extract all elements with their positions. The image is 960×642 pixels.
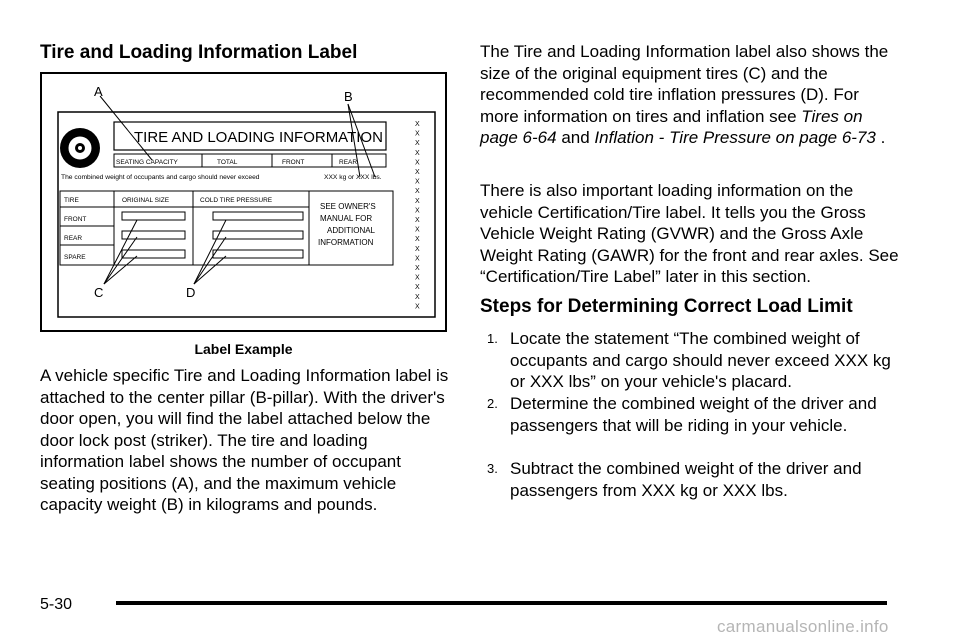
svg-text:COLD TIRE PRESSURE: COLD TIRE PRESSURE — [200, 197, 273, 204]
x-mark: X — [415, 265, 420, 272]
x-mark: X — [415, 197, 420, 205]
svg-text:MANUAL FOR: MANUAL FOR — [320, 214, 373, 223]
svg-text:INFORMATION: INFORMATION — [318, 238, 374, 247]
label-title-text: TIRE AND LOADING INFORMATION — [134, 129, 383, 146]
svg-text:ORIGINAL SIZE: ORIGINAL SIZE — [122, 197, 170, 204]
x-mark: X — [415, 236, 420, 244]
right-paragraph-2: There is also important loading information on the vehicle Certification/Tire label. It tells you the Gross Vehicle Weight Rating (GVWR) and the Gross Axle Weight Rating (GAWR) for the front and rear axles. See “Certification/Tire Label” later in this section. — [480, 181, 899, 286]
svg-text:ADDITIONAL: ADDITIONAL — [327, 226, 376, 235]
svg-text:SEATING CAPACITY: SEATING CAPACITY — [116, 159, 178, 166]
x-mark: X — [415, 178, 420, 186]
x-mark: X — [415, 130, 420, 138]
x-mark: X — [415, 245, 420, 253]
link-tires[interactable]: Tires on page 6-64 — [480, 106, 863, 147]
combined-weight-text: The combined weight of occupants and cargo should never exceed — [61, 174, 260, 181]
x-mark: X — [415, 159, 420, 167]
svg-text:REAR: REAR — [339, 159, 358, 166]
svg-text:FRONT: FRONT — [282, 159, 305, 166]
x-mark: X — [415, 274, 420, 282]
svg-text:TOTAL: TOTAL — [217, 159, 238, 166]
x-marks-column — [415, 121, 420, 310]
steps-heading: Steps for Determining Correct Load Limit — [480, 296, 853, 317]
step-item: 3. Subtract the combined weight of the driver and passengers from XXX kg or XXX lbs. — [487, 459, 862, 500]
page-number: 5-30 — [40, 596, 73, 613]
svg-text:FRONT: FRONT — [64, 216, 87, 223]
watermark: carmanualsonline.info — [717, 617, 889, 636]
x-mark: X — [415, 207, 420, 215]
tire-label-figure — [40, 72, 447, 332]
x-mark: X — [415, 284, 420, 292]
callout-d: D — [186, 285, 196, 300]
step-item: 2. Determine the combined weight of the driver and passengers that will be riding in your vehicle. — [487, 394, 877, 435]
svg-text:TIRE: TIRE — [64, 197, 79, 204]
link-inflation[interactable]: Inflation - Tire Pressure on page 6-73 — [594, 128, 876, 147]
svg-text:REAR: REAR — [64, 235, 83, 242]
x-mark: X — [415, 217, 420, 224]
x-mark: X — [415, 226, 420, 234]
x-mark: X — [415, 149, 420, 157]
weight-placeholder: XXX kg or XXX lbs. — [324, 174, 382, 181]
x-mark: X — [415, 293, 420, 301]
callout-a: A — [94, 84, 103, 99]
svg-text:SPARE: SPARE — [64, 254, 86, 261]
section-title: Tire and Loading Information Label — [40, 42, 358, 63]
tire-icon — [60, 128, 100, 168]
tire-label-illustration — [42, 74, 449, 334]
footer-rule — [116, 601, 887, 605]
left-paragraph: A vehicle specific Tire and Loading Information label is attached to the center pillar (B-pillar). With the driver's door open, you will find the label attached below the door lock post (striker). The tire and loading information label shows the number of occupant seating positions (A), and the maximum vehicle capacity weight (B) in kilograms and pounds. — [40, 366, 449, 514]
x-mark: X — [415, 121, 420, 128]
callout-b: B — [344, 89, 353, 104]
figure-caption: Label Example — [194, 341, 293, 357]
x-mark: X — [415, 303, 420, 311]
x-mark: X — [415, 255, 420, 263]
callout-c: C — [94, 285, 104, 300]
svg-text:SEE OWNER'S: SEE OWNER'S — [320, 202, 376, 211]
callout-lines — [100, 96, 375, 284]
x-mark: X — [415, 169, 420, 176]
x-mark: X — [415, 140, 420, 148]
step-item: 1. Locate the statement “The combined weight of occupants and cargo should never exceed XXX kg or XXX lbs” on your vehicle's placard. — [487, 329, 891, 391]
x-mark: X — [415, 188, 420, 196]
right-paragraph-1: The Tire and Loading Information label also shows the size of the original equipment tires (C) and the recommended cold tire inflation pressures (D). For more information on tires and inflation see Tires on page 6-64 and Inflation - Tire Pressure on page 6-73 . — [480, 42, 889, 147]
